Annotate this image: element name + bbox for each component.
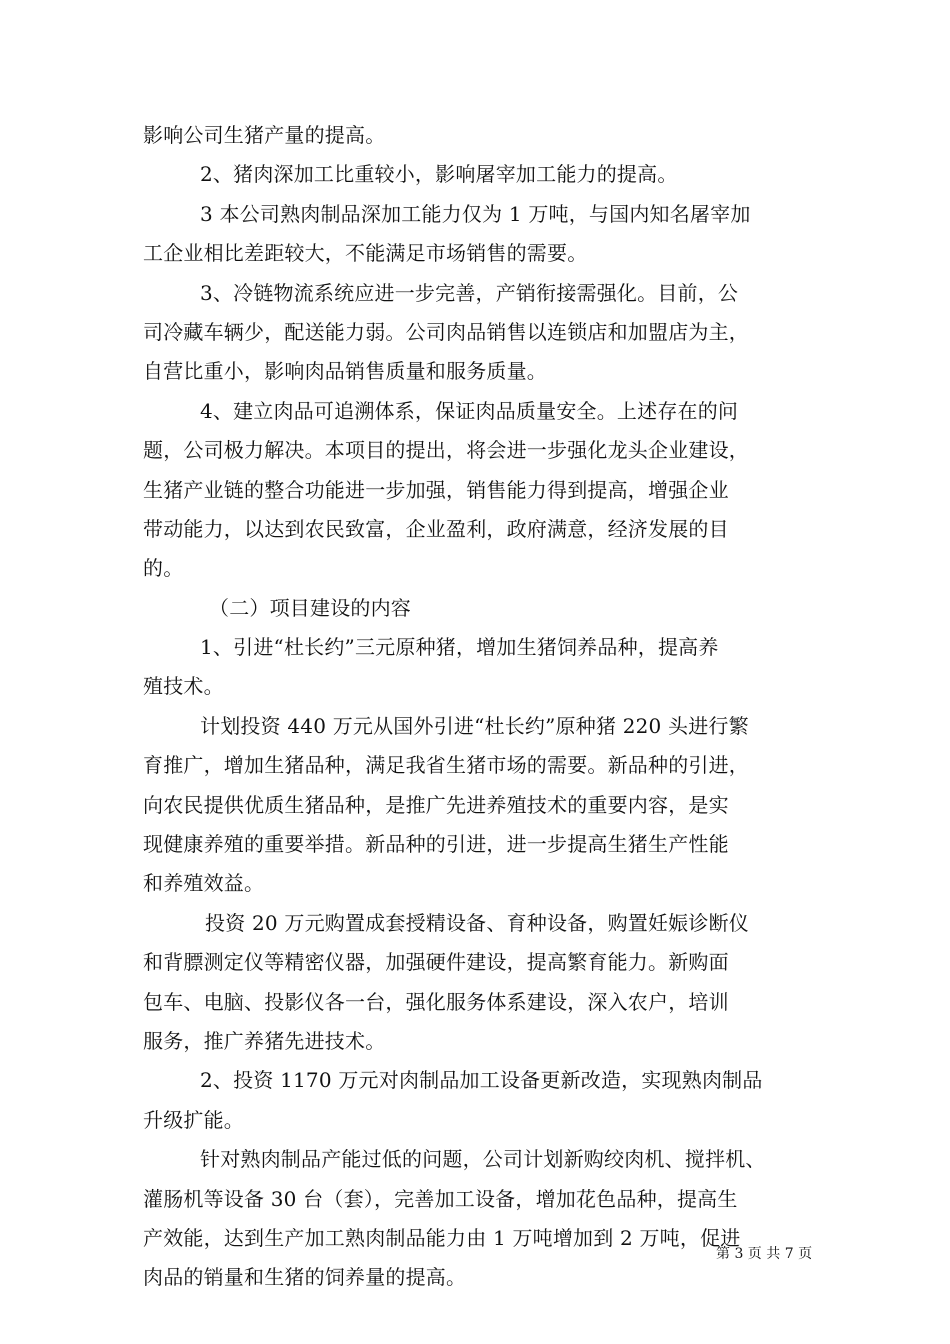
paragraph-line: 带动能力，以达到农民致富，企业盈利，政府满意，经济发展的目: [143, 516, 729, 541]
paragraph-line: 题，公司极力解决。本项目的提出，将会进一步强化龙头企业建设，: [143, 438, 749, 463]
paragraph-line: 工企业相比差距较大，不能满足市场销售的需要。: [143, 241, 588, 266]
paragraph-line: 司冷藏车辆少，配送能力弱。公司肉品销售以连锁店和加盟店为主，: [143, 319, 749, 344]
paragraph-line: 2、投资 1170 万元对肉制品加工设备更新改造，实现熟肉制品: [200, 1068, 763, 1093]
paragraph-line: 灌肠机等设备 30 台（套），完善加工设备，增加花色品种，提高生: [143, 1186, 738, 1211]
paragraph-line: 现健康养殖的重要举措。新品种的引进，进一步提高生猪生产性能: [143, 832, 729, 857]
paragraph-line: 4、建立肉品可追溯体系，保证肉品质量安全。上述存在的问: [200, 398, 739, 423]
paragraph-line: 向农民提供优质生猪品种，是推广先进养殖技术的重要内容，是实: [143, 792, 729, 817]
paragraph-line: 影响公司生猪产量的提高。: [143, 123, 386, 147]
paragraph-line: 投资 20 万元购置成套授精设备、育种设备，购置妊娠诊断仪: [205, 910, 749, 935]
paragraph-line: 殖技术。: [143, 674, 224, 699]
document-body: [143, 116, 813, 1298]
page-number-footer: 第 3 页 共 7 页: [716, 1246, 813, 1262]
paragraph-line: 3、冷链物流系统应进一步完善，产销衔接需强化。目前，公: [200, 280, 739, 305]
paragraph-line: 和背膘测定仪等精密仪器，加强硬件建设，提高繁育能力。新购面: [143, 950, 729, 975]
section-heading: （二）项目建设的内容: [209, 595, 411, 620]
paragraph-line: 和养殖效益。: [143, 871, 265, 896]
paragraph-line: 的。: [143, 556, 184, 581]
paragraph-line: 计划投资 440 万元从国外引进“杜长约”原种猪 220 头进行繁: [200, 713, 749, 738]
paragraph-line: 升级扩能。: [143, 1107, 244, 1132]
paragraph-line: 自营比重小，影响肉品销售质量和服务质量。: [143, 359, 547, 384]
paragraph-line: 肉品的销量和生猪的饲养量的提高。: [143, 1265, 467, 1290]
paragraph-line: 包车、电脑、投影仪各一台，强化服务体系建设，深入农户，培训: [143, 989, 729, 1014]
paragraph-line: 育推广，增加生猪品种，满足我省生猪市场的需要。新品种的引进，: [143, 753, 749, 778]
paragraph-line: 针对熟肉制品产能过低的问题，公司计划新购绞肉机、搅拌机、: [200, 1147, 766, 1172]
paragraph-line: 服务，推广养猪先进技术。: [143, 1028, 386, 1053]
paragraph-line: 2、猪肉深加工比重较小，影响屠宰加工能力的提高。: [200, 162, 678, 187]
paragraph-line: 产效能，达到生产加工熟肉制品能力由 1 万吨增加到 2 万吨，促进: [143, 1225, 741, 1250]
paragraph-line: 1、引进“杜长约”三元原种猪，增加生猪饲养品种，提高养: [200, 635, 719, 660]
paragraph-line: 3 本公司熟肉制品深加工能力仅为 1 万吨，与国内知名屠宰加: [200, 201, 751, 226]
paragraph-line: 生猪产业链的整合功能进一步加强，销售能力得到提高，增强企业: [143, 477, 729, 502]
